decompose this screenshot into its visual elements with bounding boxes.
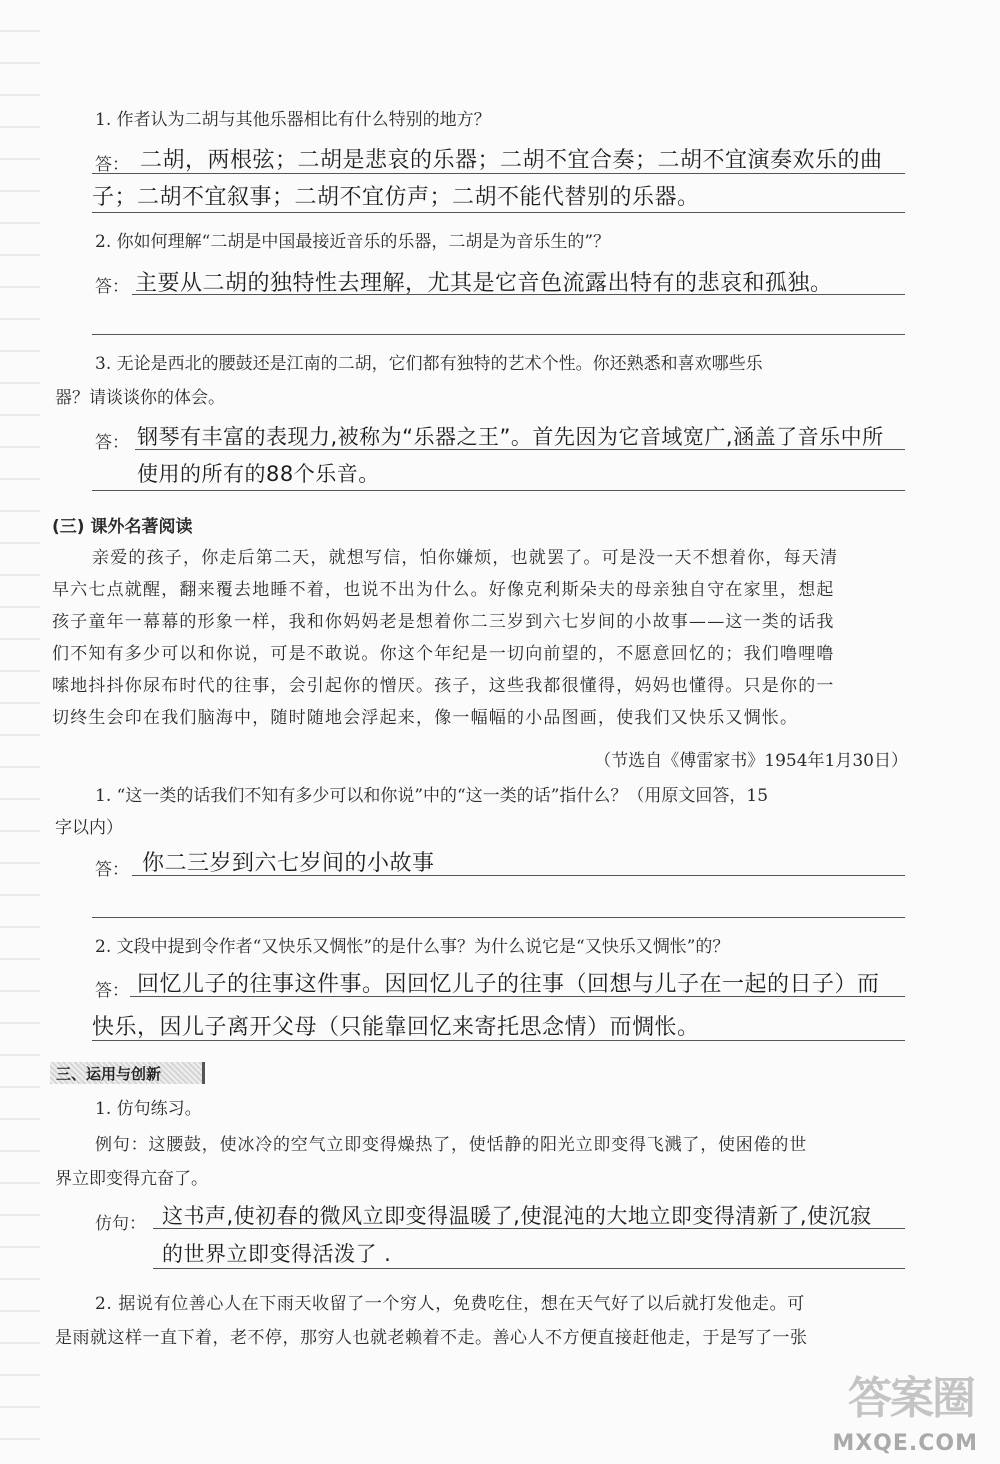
answer-text: 钢琴有丰富的表现力,被称为“乐器之王”。首先因为它音域宽广,涵盖了音乐中所	[137, 425, 884, 449]
section-badge-label: 三、运用与创新	[56, 1065, 162, 1083]
answer-line	[92, 1040, 905, 1041]
exercise-2-text-cont: 是雨就这样一直下着，老不停，那穷人也就老赖着不走。善心人不方便直接赶他走，于是写了一张	[55, 1328, 808, 1348]
reading-question-2: 2. 文段中提到令作者“又快乐又惆怅”的是什么事？为什么说它是“又快乐又惆怅”的？	[95, 937, 730, 957]
answer-line	[132, 294, 905, 295]
passage-line: 切终生会印在我们脑海中，随时随地会浮起来，像一幅幅的小品图画，使我们又快乐又惆怅。	[52, 708, 799, 728]
question-1: 1. 作者认为二胡与其他乐器相比有什么特别的地方？	[95, 110, 491, 130]
question-3-cont: 器？请谈谈你的体会。	[55, 388, 225, 408]
answer-text: 子；二胡不宜叙事；二胡不宜仿声；二胡不能代替别的乐器。	[92, 185, 700, 210]
reading-question-1-cont: 字以内）	[55, 818, 123, 838]
answer-line	[92, 917, 905, 918]
answer-text: 使用的所有的88个乐音。	[137, 462, 380, 486]
imitate-answer: 这书声,使初春的微风立即变得温暖了,使混沌的大地立即变得清新了,使沉寂	[162, 1204, 872, 1228]
answer-text: 快乐，因儿子离开父母（只能靠回忆来寄托思念情）而惆怅。	[92, 1015, 700, 1040]
answer-line	[135, 449, 905, 450]
passage-line: 孩子童年一幕幕的形象一样，我和你妈妈老是想着你二三岁到六七岁间的小故事——这一类的话我	[52, 612, 835, 632]
imitate-label: 仿句：	[95, 1214, 146, 1234]
answer-line	[92, 490, 905, 491]
answer-label: 答：	[95, 860, 129, 880]
scan-edge-shadow	[0, 0, 40, 1464]
answer-text: 你二三岁到六七岁间的小故事	[142, 851, 435, 876]
question-2: 2. 你如何理解“二胡是中国最接近音乐的乐器，二胡是为音乐生的”？	[95, 232, 611, 252]
exercise-2-text: 2. 据说有位善心人在下雨天收留了一个穷人，免费吃住，想在天气好了以后就打发他走。可	[95, 1294, 805, 1314]
reading-question-1: 1. “这一类的话我们不知有多少可以和你说”中的“这一类的话”指什么？（用原文回答，15	[95, 786, 769, 806]
passage-source: （节选自《傅雷家书》1954年1月30日）	[594, 751, 908, 771]
section-badge	[50, 1062, 205, 1084]
example-sentence: 例句：这腰鼓，使冰冷的空气立即变得燥热了，使恬静的阳光立即变得飞溅了，使困倦的世	[95, 1135, 807, 1155]
passage-line: 亲爱的孩子，你走后第二天，就想写信，怕你嫌烦，也就罢了。可是没一天不想着你，每天清	[92, 548, 839, 568]
example-sentence-cont: 界立即变得亢奋了。	[55, 1169, 208, 1189]
answer-label: 答：	[95, 155, 129, 175]
watermark-url: MXQE.COM	[832, 1431, 978, 1456]
answer-text: 主要从二胡的独特性去理解，尤其是它音色流露出特有的悲哀和孤独。	[135, 271, 833, 296]
exercise-1-title: 1. 仿句练习。	[95, 1099, 202, 1119]
passage-line: 早六七点就醒，翻来覆去地睡不着，也说不出为什么。好像克利斯朵夫的母亲独自守在家里，想起	[52, 580, 835, 600]
watermark-logo: 答案圈	[848, 1373, 974, 1424]
section-heading: (三) 课外名著阅读	[52, 517, 193, 537]
answer-line	[132, 875, 905, 876]
answer-line	[153, 1268, 905, 1269]
answer-line	[153, 1228, 905, 1229]
answer-line	[92, 334, 905, 335]
answer-line	[92, 212, 905, 213]
answer-line	[92, 173, 905, 174]
answer-label: 答：	[95, 433, 129, 453]
answer-text: 回忆儿子的往事这件事。因回忆儿子的往事（回想与儿子在一起的日子）而	[137, 972, 880, 997]
passage-line: 们不知有多少可以和你说，可是不敢说。你这个年纪是一切向前望的，不愿意回忆的；我们噜哩噜	[52, 644, 835, 664]
question-3: 3. 无论是西北的腰鼓还是江南的二胡，它们都有独特的艺术个性。你还熟悉和喜欢哪些乐	[95, 354, 763, 374]
reading-passage	[52, 542, 912, 734]
answer-label: 答：	[95, 277, 129, 297]
answer-text: 二胡，两根弦；二胡是悲哀的乐器；二胡不宜合奏；二胡不宜演奏欢乐的曲	[140, 148, 883, 173]
imitate-answer: 的世界立即变得活泼了 .	[162, 1242, 392, 1266]
answer-label: 答：	[95, 981, 129, 1001]
passage-line: 嗦地抖抖你尿布时代的往事，会引起你的憎厌。孩子，这些我都很懂得，妈妈也懂得。只是你的一	[52, 676, 835, 696]
answer-line	[130, 996, 905, 997]
